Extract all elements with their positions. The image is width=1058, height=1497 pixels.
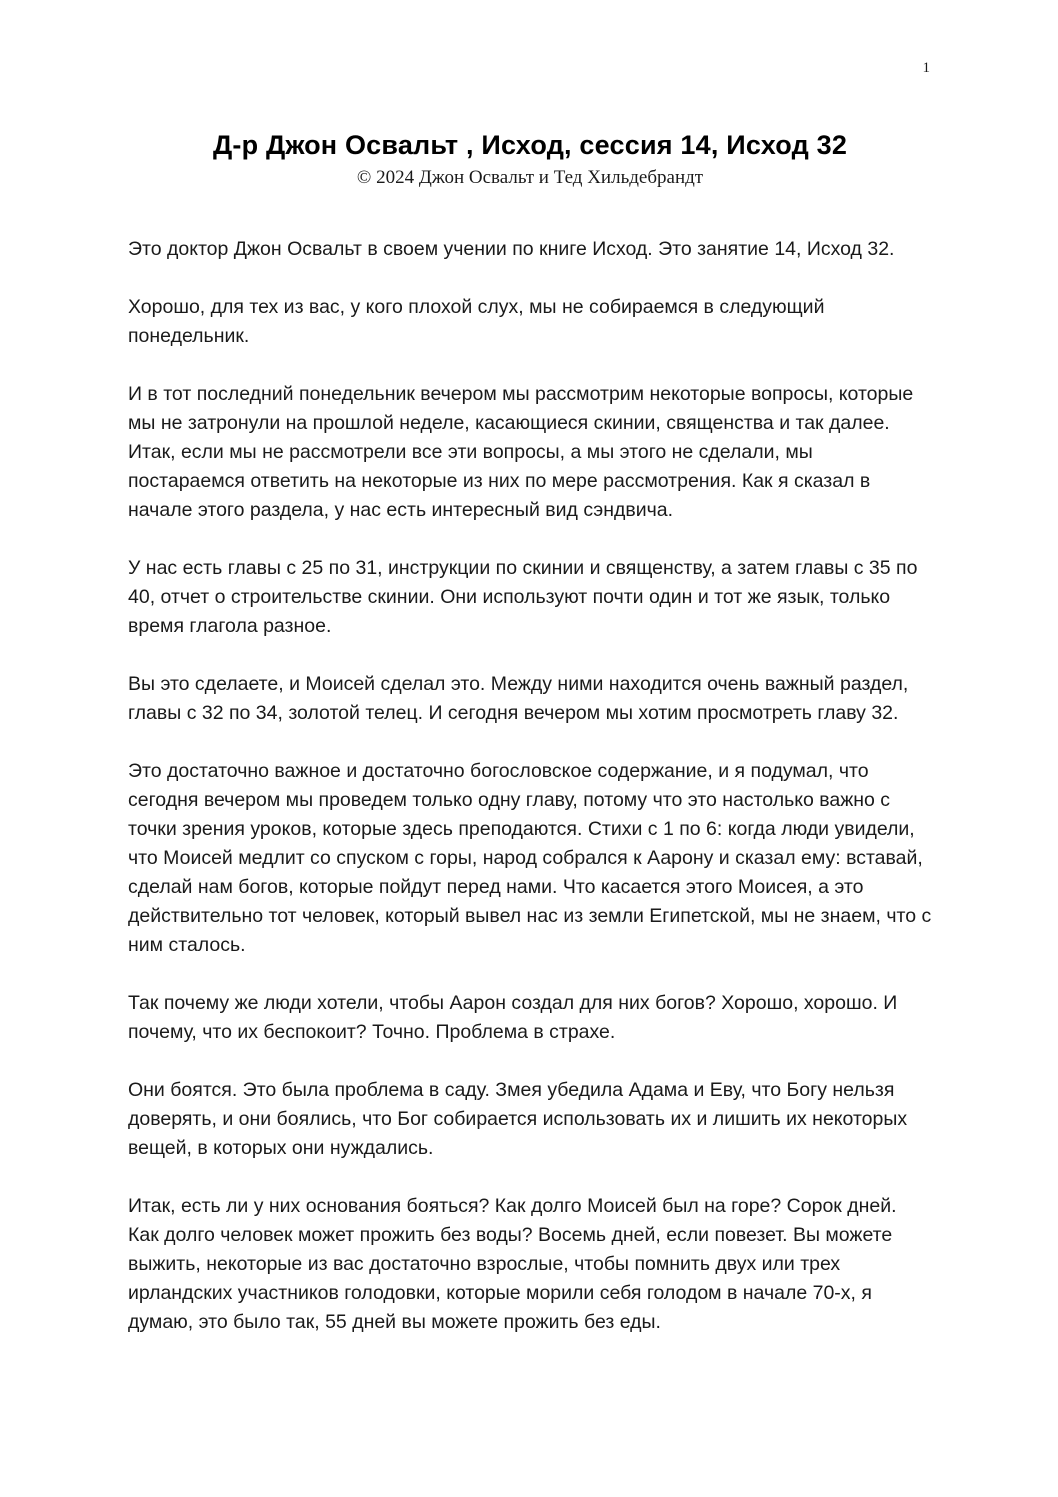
paragraph: И в тот последний понедельник вечером мы рассмотрим некоторые вопросы, которые мы не затронули на прошлой неделе, касающиеся скинии, священства и так далее. Итак, если мы не рассмотрели все эти вопросы, а мы этого не сделали, мы постараемся ответить на некоторые из них по мере рассмотрения. Как я сказал в начале этого раздела, у нас есть интересный вид сэндвича. xyxy=(128,383,914,521)
document-content xyxy=(128,130,932,1366)
paragraph: Это достаточно важное и достаточно богословское содержание, и я подумал, что сегодня вечером мы проведем только одну главу, потому что это настолько важно с точки зрения уроков, которые здесь преподаются. Стихи с 1 по 6: когда люди увидели, что Моисей медлит со спуском с горы, народ собрался к Аарону и сказал ему: вставай, сделай нам богов, которые пойдут перед нами. Что касается этого Моисея, а это действительно тот человек, который вывел нас из земли Египетской, мы не знаем, что с ним сталось. xyxy=(128,760,932,956)
paragraph: У нас есть главы с 25 по 31, инструкции по скинии и священству, а затем главы с 35 по 40, отчет о строительстве скинии. Они используют почти один и тот же язык, только время глагола разное. xyxy=(128,557,918,637)
paragraph: Они боятся. Это была проблема в саду. Змея убедила Адама и Еву, что Богу нельзя доверять, и они боялись, что Бог собирается использовать их и лишить их некоторых вещей, в которых они нуждались. xyxy=(128,1079,908,1159)
document-title: Д-р Джон Освальт , Исход, сессия 14, Исход 32 xyxy=(212,130,848,160)
paragraph-list xyxy=(128,235,932,1337)
paragraph: Так почему же люди хотели, чтобы Аарон создал для них богов? Хорошо, хорошо. И почему, что их беспокоит? Точно. Проблема в страхе. xyxy=(128,992,898,1043)
copyright-line: © 2024 Джон Освальт и Тед Хильдебрандт xyxy=(356,167,704,188)
paragraph: Хорошо, для тех из вас, у кого плохой слух, мы не собираемся в следующий понедельник. xyxy=(128,296,825,347)
paragraph: Это доктор Джон Освальт в своем учении по книге Исход. Это занятие 14, Исход 32. xyxy=(128,238,895,260)
paragraph: Итак, есть ли у них основания бояться? Как долго Моисей был на горе? Сорок дней. Как долго человек может прожить без воды? Восемь дней, если повезет. Вы можете выжить, некоторые из вас достаточно взрослые, чтобы помнить двух или трех ирландских участников голодовки, которые морили себя голодом в начале 70-х, я думаю, это было так, 55 дней вы можете прожить без еды. xyxy=(128,1195,897,1333)
paragraph: Вы это сделаете, и Моисей сделал это. Между ними находится очень важный раздел, главы с 32 по 34, золотой телец. И сегодня вечером мы хотим просмотреть главу 32. xyxy=(128,673,909,724)
page-number: 1 xyxy=(922,60,930,76)
